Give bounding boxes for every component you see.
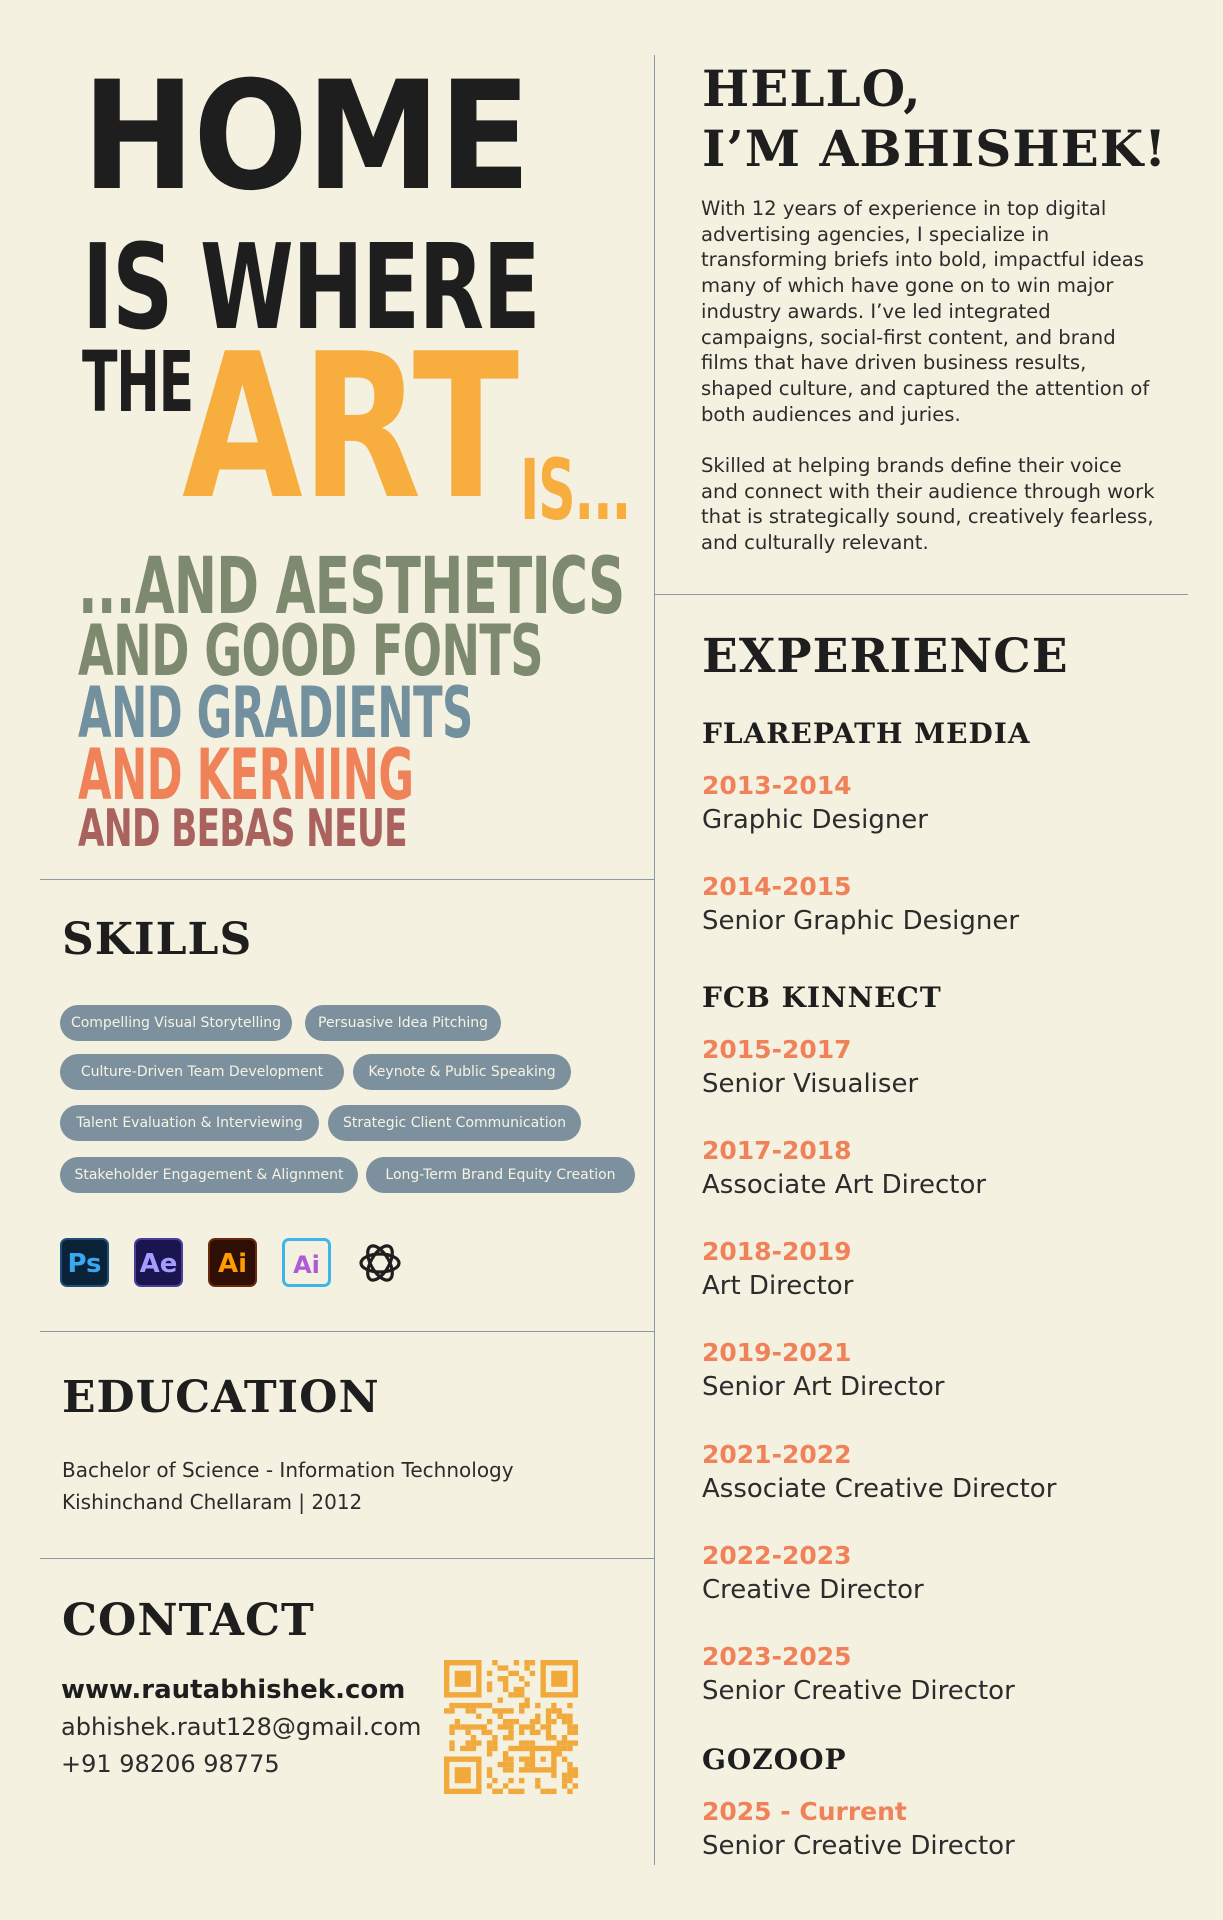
- bio-paragraph-2: Skilled at helping brands define their voice and connect with their audience through work that is strategically sound, creatively fearless, and culturally relevant.: [701, 454, 1155, 555]
- role-years: 2018-2019: [702, 1237, 852, 1266]
- tagline-bebas: AND BEBAS NEUE: [78, 799, 407, 859]
- tagline-kerning: AND KERNING: [78, 734, 414, 816]
- role-title: Senior Visualiser: [702, 1069, 919, 1099]
- hello-line-1: HELLO,: [702, 59, 922, 118]
- hero-word-art: ART: [182, 311, 518, 544]
- skill-chip: Persuasive Idea Pitching: [305, 1005, 501, 1041]
- contact-title: CONTACT: [62, 1595, 315, 1646]
- divider-hero: [40, 879, 654, 880]
- role-years: 2022-2023: [702, 1541, 852, 1570]
- divider-skills: [40, 1331, 654, 1332]
- skill-chip: Keynote & Public Speaking: [353, 1054, 571, 1090]
- role-title: Senior Graphic Designer: [702, 906, 1020, 936]
- skill-chip: Long-Term Brand Equity Creation: [366, 1157, 635, 1193]
- chatgpt-icon: [355, 1238, 405, 1287]
- bio-paragraph-1: With 12 years of experience in top digital advertising agencies, I specialize in transforming briefs into bold, impactful ideas many of which have gone on to win major industry awards. I’ve led integrated campaigns, social-first content, and brand films that have driven business results, shaped culture, and captured the attention of both audiences and juries.: [701, 197, 1150, 426]
- tagline-gradients: AND GRADIENTS: [78, 672, 473, 754]
- role-title: Art Director: [702, 1271, 854, 1301]
- illustrator-icon: Ai: [208, 1238, 257, 1287]
- role-title: Associate Creative Director: [702, 1474, 1057, 1504]
- role-title: Associate Art Director: [702, 1170, 987, 1200]
- divider-intro: [655, 594, 1188, 595]
- company-name: GOZOOP: [702, 1743, 847, 1776]
- education-title: EDUCATION: [62, 1372, 380, 1423]
- skill-chip: Compelling Visual Storytelling: [60, 1005, 292, 1041]
- role-title: Senior Creative Director: [702, 1676, 1015, 1706]
- contact-email-link[interactable]: abhishek.raut128@gmail.com: [61, 1713, 422, 1741]
- hero-line-is-where: IS WHERE: [82, 218, 540, 356]
- skill-chip: Stakeholder Engagement & Alignment: [60, 1157, 358, 1193]
- role-years: 2021-2022: [702, 1440, 852, 1469]
- hero-line-home: HOME: [82, 50, 530, 224]
- education-school: Kishinchand Chellaram | 2012: [62, 1490, 363, 1514]
- tagline-fonts: AND GOOD FONTS: [78, 610, 543, 692]
- company-name: FCB KINNECT: [702, 981, 942, 1014]
- divider-education: [40, 1558, 654, 1559]
- role-years: 2013-2014: [702, 771, 852, 800]
- education-degree: Bachelor of Science - Information Technology: [62, 1458, 514, 1482]
- hello-line-2: I’M ABHISHEK!: [702, 119, 1168, 178]
- photoshop-icon: Ps: [60, 1238, 109, 1287]
- role-title: Senior Art Director: [702, 1372, 945, 1402]
- qr-code-icon[interactable]: [444, 1660, 578, 1794]
- column-divider: [654, 55, 655, 1865]
- role-title: Graphic Designer: [702, 805, 928, 835]
- tagline-aesthetics: ...AND AESTHETICS: [78, 542, 625, 632]
- role-years: 2023-2025: [702, 1642, 852, 1671]
- hero-word-the: THE: [82, 333, 193, 431]
- contact-website-link[interactable]: www.rautabhishek.com: [61, 1675, 406, 1705]
- skill-chip: Strategic Client Communication: [328, 1105, 581, 1141]
- adobe-ai-icon: Ai: [282, 1238, 331, 1287]
- hero-word-is: IS...: [520, 441, 631, 539]
- role-years: 2014-2015: [702, 872, 852, 901]
- after-effects-icon: Ae: [134, 1238, 183, 1287]
- role-years: 2017-2018: [702, 1136, 852, 1165]
- role-title: Creative Director: [702, 1575, 924, 1605]
- role-years: 2025 - Current: [702, 1797, 907, 1826]
- role-years: 2015-2017: [702, 1035, 852, 1064]
- skill-chip: Talent Evaluation & Interviewing: [60, 1105, 319, 1141]
- skills-title: SKILLS: [62, 914, 253, 965]
- company-name: FLAREPATH MEDIA: [702, 717, 1031, 750]
- contact-phone[interactable]: +91 98206 98775: [61, 1750, 280, 1778]
- skill-chip: Culture-Driven Team Development: [60, 1054, 344, 1090]
- experience-title: EXPERIENCE: [702, 629, 1069, 684]
- role-title: Senior Creative Director: [702, 1831, 1015, 1861]
- role-years: 2019-2021: [702, 1338, 852, 1367]
